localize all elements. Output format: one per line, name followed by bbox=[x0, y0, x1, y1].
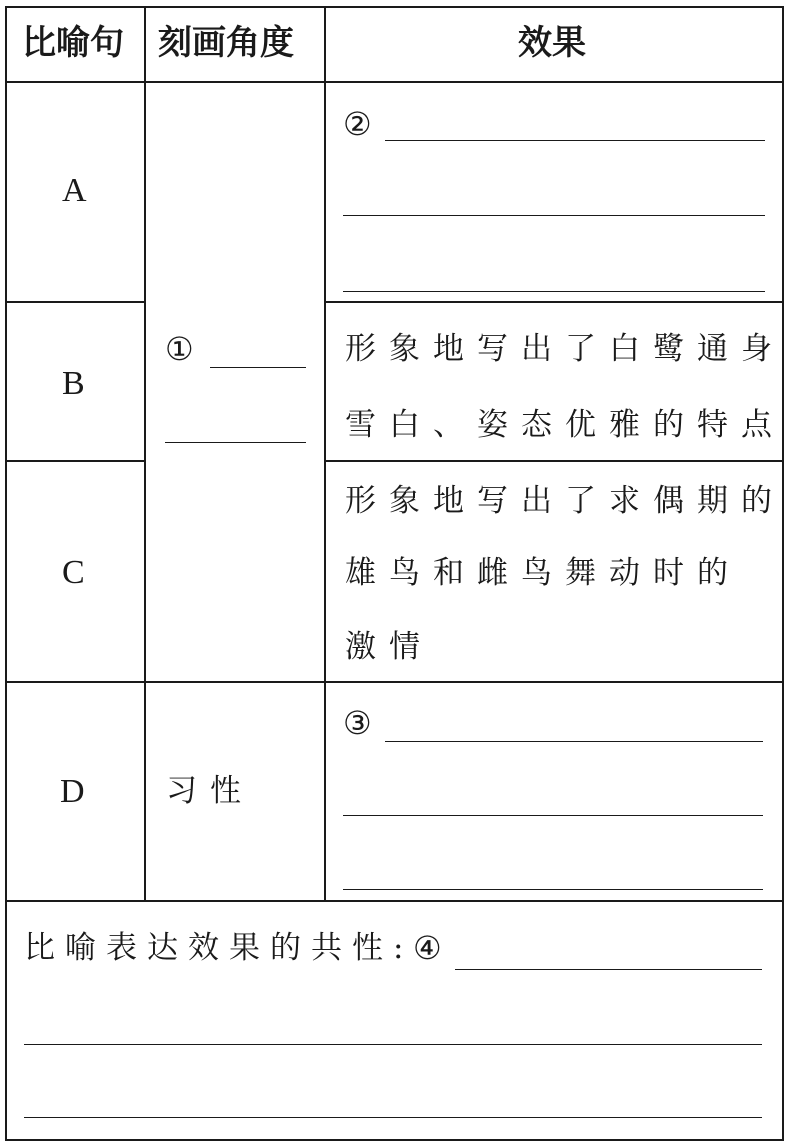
row-d-effect-blank-2[interactable] bbox=[343, 815, 763, 816]
row-divider-a-b bbox=[325, 301, 784, 303]
row-c-effect-line-2: 雄鸟和雌鸟舞动时的 bbox=[345, 555, 741, 591]
row-divider-b-c bbox=[325, 460, 784, 462]
row-divider-d-summary bbox=[5, 900, 784, 902]
header-effect: 效果 bbox=[518, 23, 586, 63]
table-border-left bbox=[5, 6, 7, 1141]
header-depiction-angle: 刻画角度 bbox=[158, 23, 294, 63]
row-c-effect-line-3: 激情 bbox=[345, 629, 433, 665]
row-a-effect-marker: ② bbox=[343, 105, 372, 143]
summary-blank-2[interactable] bbox=[24, 1044, 762, 1045]
row-d-effect-blank-3[interactable] bbox=[343, 889, 763, 890]
row-b-label: B bbox=[62, 365, 85, 402]
table-border-right bbox=[782, 6, 784, 1141]
row-d-effect-blank-1[interactable] bbox=[385, 741, 763, 742]
angle-blank-1[interactable] bbox=[210, 367, 306, 368]
summary-marker: ④ bbox=[413, 929, 442, 967]
row-divider-c-d bbox=[5, 681, 784, 683]
row-d-effect-marker: ③ bbox=[343, 704, 372, 742]
summary-blank-3[interactable] bbox=[24, 1117, 762, 1118]
summary-label: 比喻表达效果的共性: bbox=[24, 930, 414, 966]
row-d-angle: 习性 bbox=[166, 773, 254, 809]
header-comparison-sentence: 比喻句 bbox=[22, 23, 124, 63]
row-divider-b-c bbox=[5, 460, 146, 462]
row-c-effect-line-1: 形象地写出了求偶期的 bbox=[345, 483, 785, 519]
table-border-top bbox=[5, 6, 784, 8]
angle-marker: ① bbox=[165, 330, 194, 368]
row-b-effect-line-2: 雪白、姿态优雅的特点 bbox=[345, 407, 785, 443]
row-c-label: C bbox=[62, 554, 85, 591]
row-a-effect-blank-1[interactable] bbox=[385, 140, 765, 141]
row-divider-a-b bbox=[5, 301, 146, 303]
table-border-bottom bbox=[5, 1139, 784, 1141]
column-divider-1 bbox=[144, 6, 146, 902]
column-divider-2 bbox=[324, 6, 326, 902]
row-a-effect-blank-2[interactable] bbox=[343, 215, 765, 216]
row-a-label: A bbox=[62, 172, 87, 209]
row-b-effect-line-1: 形象地写出了白鹭通身 bbox=[345, 331, 785, 367]
row-a-effect-blank-3[interactable] bbox=[343, 291, 765, 292]
header-divider bbox=[5, 81, 784, 83]
row-d-label: D bbox=[60, 773, 85, 810]
angle-blank-2[interactable] bbox=[165, 442, 306, 443]
summary-blank-1[interactable] bbox=[455, 969, 762, 970]
